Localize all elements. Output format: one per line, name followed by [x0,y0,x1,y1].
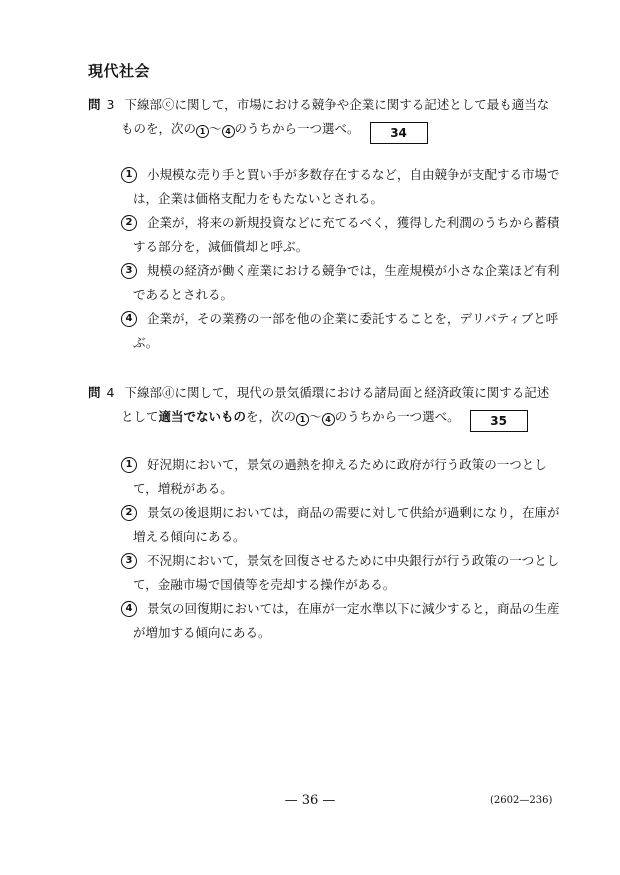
option-number-icon: 3 [121,263,137,279]
option-number-icon: 4 [121,601,137,617]
q4-label: 問 [88,385,101,400]
option-number-icon: 2 [121,215,137,231]
q4-stem-line1 [88,384,549,402]
q4-option-4-text1: 景気の回復期においては，在庫が一定水準以下に減少すると，商品の生産 [147,601,560,616]
q4-stem-text2d: のうちから一つ選べ。 [334,409,460,424]
q3-answer-box[interactable]: 34 [370,122,428,144]
q3-option-2-cont: する部分を，減価償却と呼ぶ。 [133,239,309,254]
q4-stem-tilde: 〜 [309,409,322,424]
q4-option-3-text1: 不況期において，景気を回復させるために中央銀行が行う政策の一つとし [147,553,560,568]
q3-option-2-text1: 企業が，将来の新規投資などに充てるべく，獲得した利潤のうちから蓄積 [147,215,560,230]
q3-stem-line2 [121,120,428,144]
q4-answer-box[interactable]: 35 [470,410,528,432]
page-number: — 36 — [284,793,336,808]
option-number-icon: 2 [121,505,137,521]
q4-stem-text1: 下線部ⓓに関して，現代の景気循環における諸局面と経済政策に関する記述 [124,385,550,400]
q3-range-end: 4 [222,125,235,138]
q3-option-3-cont: であるとされる。 [133,287,234,302]
q3-stem-text2a: ものを，次の [121,121,197,136]
q4-option-2-cont: 増える傾向にある。 [133,529,246,544]
q4-stem-text2a: として [121,409,159,424]
exam-code: (2602—236) [490,795,553,806]
q3-number: 3 [106,97,115,112]
q4-option-3-cont: て，金融市場で国債等を売却する操作がある。 [133,577,396,592]
q3-stem-line1 [88,96,549,114]
option-number-icon: 4 [121,311,137,327]
q4-stem-text2b: を，次の [246,409,297,424]
q4-stem-line2 [121,408,528,432]
q3-stem-tilde: 〜 [209,121,222,136]
q4-range-end: 4 [322,413,335,426]
subject-heading: 現代社会 [88,62,151,80]
q4-option-4-cont: が増加する傾向にある。 [133,625,271,640]
q3-option-3-text1: 規模の経済が働く産業における競争では，生産規模が小さな企業ほど有利 [147,263,560,278]
q3-option-4-cont: ぶ。 [133,335,159,350]
option-number-icon: 1 [121,167,137,183]
q4-range-start: 1 [296,413,309,426]
q4-option-1-cont: て，増税がある。 [133,481,233,496]
q4-option-1-text1: 好況期において，景気の過熱を抑えるために政府が行う政策の一つとし [147,457,547,472]
option-number-icon: 3 [121,553,137,569]
q3-option-1-text1: 小規模な売り手と買い手が多数存在するなど，自由競争が支配する市場で [147,167,560,182]
q3-option-4-text1: 企業が，その業務の一部を他の企業に委託することを，デリバティブと呼 [147,311,559,326]
q3-label: 問 [88,97,101,112]
q4-option-2-text1: 景気の後退期においては，商品の需要に対して供給が過剰になり，在庫が [147,505,560,520]
q4-number: 4 [106,385,115,400]
q3-option-1-cont: は，企業は価格支配力をもたないとされる。 [133,191,384,206]
option-number-icon: 1 [121,457,137,473]
q4-stem-emphasis: 適当でないもの [158,409,247,424]
q3-range-start: 1 [196,125,209,138]
q3-stem-text1: 下線部ⓒに関して，市場における競争や企業に関する記述として最も適当な [124,97,550,112]
q3-stem-text2c: のうちから一つ選べ。 [234,121,360,136]
